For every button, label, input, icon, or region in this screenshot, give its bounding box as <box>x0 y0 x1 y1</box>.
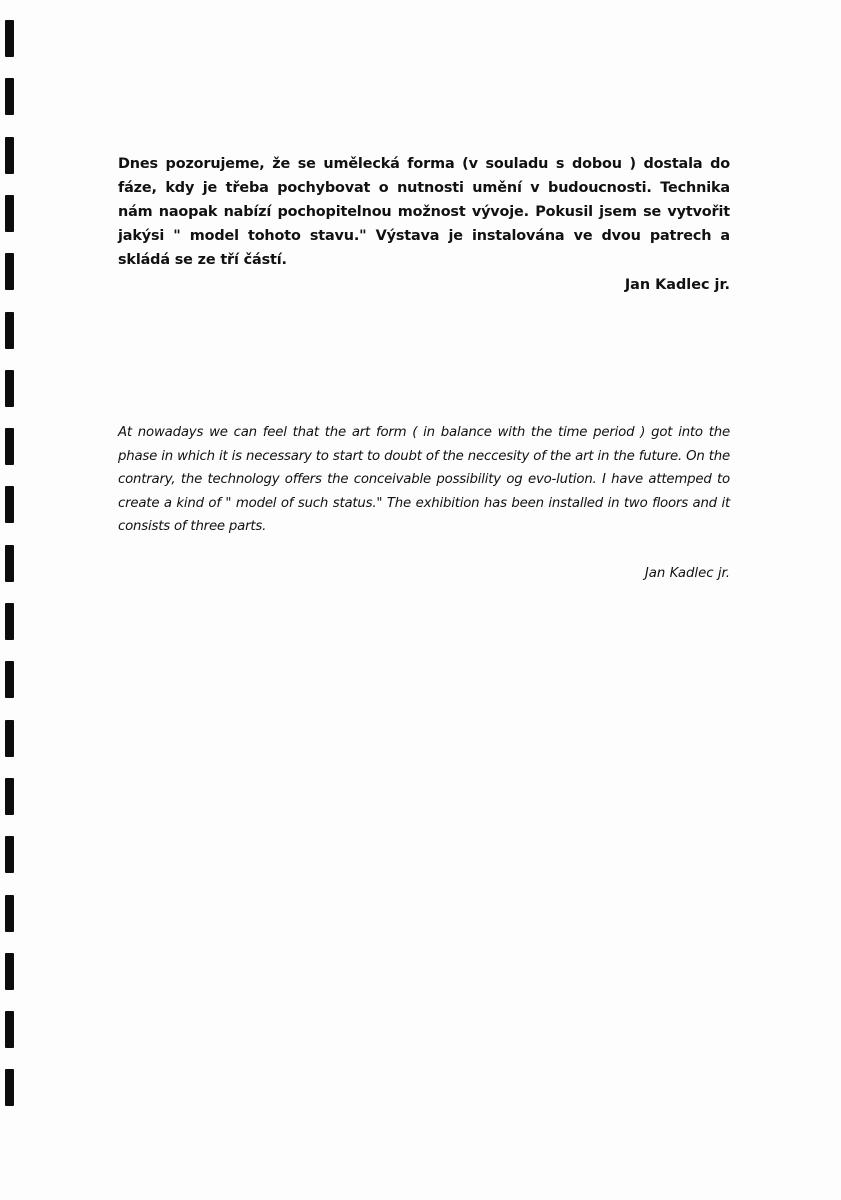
binding-hole <box>5 603 14 640</box>
czech-signature: Jan Kadlec jr. <box>624 277 730 293</box>
binding-hole <box>5 428 14 465</box>
binding-hole <box>5 895 14 932</box>
binding-hole <box>5 661 14 698</box>
binding-hole <box>5 20 14 57</box>
binding-hole <box>5 836 14 873</box>
binding-hole <box>5 137 14 174</box>
binding-hole <box>5 486 14 523</box>
binding-hole <box>5 545 14 582</box>
english-paragraph: At nowadays we can feel that the art form ( in balance with the time period ) got into the phase in which it is necessary to start to doubt of the neccesity of the art in the future. On the contrary, the technology offers the conceivable possibility og evo-lution. I have attemped to create a kind of " model of such status." The exhibition has been installed in two floors and it consists of three parts. <box>118 425 730 534</box>
binding-hole <box>5 1011 14 1048</box>
binding-hole <box>5 953 14 990</box>
binding-hole <box>5 312 14 349</box>
binding-hole <box>5 78 14 115</box>
binding-hole <box>5 370 14 407</box>
binding-hole <box>5 1069 14 1106</box>
english-signature: Jan Kadlec jr. <box>644 566 730 581</box>
spiral-binding-holes <box>0 0 30 1200</box>
binding-hole <box>5 720 14 757</box>
binding-hole <box>5 778 14 815</box>
czech-paragraph: Dnes pozorujeme, že se umělecká forma (v souladu s dobou ) dostala do fáze, kdy je třeba pochybovat o nutnosti umění v budoucnosti. Technika nám naopak nabízí pochopitelnou možnost vývoje. Pokusil jsem se vytvořit jakýsi " model tohoto stavu." Výstava je instalována ve dvou patrech a skládá se ze tří částí. <box>118 156 730 268</box>
binding-hole <box>5 253 14 290</box>
binding-hole <box>5 195 14 232</box>
